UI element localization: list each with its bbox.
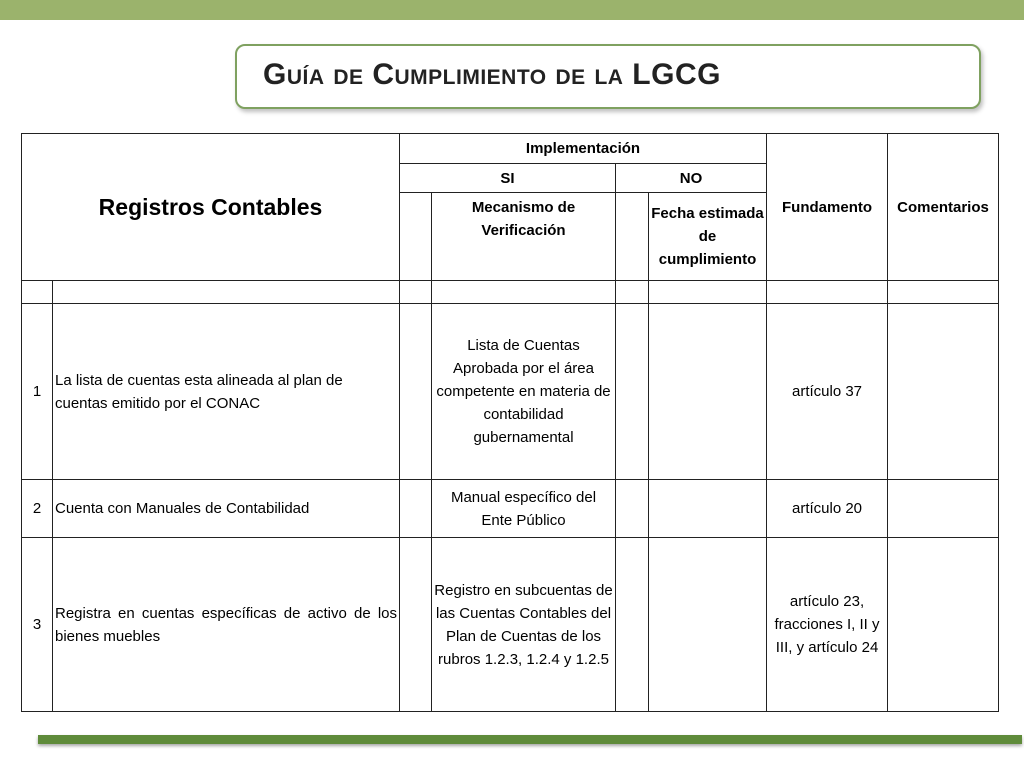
row-registro: Registra en cuentas específicas de activo de los bienes muebles bbox=[53, 538, 400, 712]
header-no-check bbox=[616, 193, 649, 281]
empty-cell bbox=[767, 281, 888, 304]
empty-row bbox=[22, 281, 999, 304]
row-comentarios bbox=[888, 480, 999, 538]
row-registro: La lista de cuentas esta alineada al plan de cuentas emitido por el CONAC bbox=[53, 304, 400, 480]
row-fundamento: artículo 20 bbox=[767, 480, 888, 538]
top-decorative-band bbox=[0, 0, 1024, 20]
row-mecanismo: Registro en subcuentas de las Cuentas Contables del Plan de Cuentas de los rubros 1.2.3, 1.2.4 y 1.2.5 bbox=[432, 538, 616, 712]
empty-cell bbox=[22, 281, 53, 304]
row-number: 3 bbox=[22, 538, 53, 712]
row-no-check bbox=[616, 480, 649, 538]
row-fecha bbox=[649, 480, 767, 538]
row-registro: Cuenta con Manuales de Contabilidad bbox=[53, 480, 400, 538]
empty-cell bbox=[616, 281, 649, 304]
bottom-decorative-bar bbox=[38, 735, 1022, 744]
header-fundamento: Fundamento bbox=[767, 134, 888, 281]
empty-cell bbox=[649, 281, 767, 304]
row-si-check bbox=[400, 538, 432, 712]
header-si: SI bbox=[400, 164, 616, 193]
row-fecha bbox=[649, 538, 767, 712]
row-no-check bbox=[616, 538, 649, 712]
row-comentarios bbox=[888, 304, 999, 480]
row-fundamento: artículo 37 bbox=[767, 304, 888, 480]
row-number: 2 bbox=[22, 480, 53, 538]
table-row bbox=[22, 538, 999, 712]
header-si-check bbox=[400, 193, 432, 281]
header-no: NO bbox=[616, 164, 767, 193]
empty-cell bbox=[432, 281, 616, 304]
compliance-table bbox=[21, 133, 999, 712]
header-row-1 bbox=[22, 134, 999, 164]
row-si-check bbox=[400, 304, 432, 480]
empty-cell bbox=[53, 281, 400, 304]
row-comentarios bbox=[888, 538, 999, 712]
header-registros-contables: Registros Contables bbox=[22, 134, 400, 281]
row-fundamento: artículo 23, fracciones I, II y III, y artículo 24 bbox=[767, 538, 888, 712]
row-fecha bbox=[649, 304, 767, 480]
row-mecanismo: Manual específico del Ente Público bbox=[432, 480, 616, 538]
table-row bbox=[22, 480, 999, 538]
empty-cell bbox=[888, 281, 999, 304]
header-fecha: Fecha estimada de cumplimiento bbox=[649, 193, 767, 281]
title-box bbox=[235, 44, 981, 109]
header-mecanismo: Mecanismo de Verificación bbox=[432, 193, 616, 281]
page-title: Guía de Cumplimiento de la LGCG bbox=[263, 58, 721, 91]
row-no-check bbox=[616, 304, 649, 480]
header-implementacion: Implementación bbox=[400, 134, 767, 164]
row-si-check bbox=[400, 480, 432, 538]
row-mecanismo: Lista de Cuentas Aprobada por el área competente en materia de contabilidad gubernamental bbox=[432, 304, 616, 480]
empty-cell bbox=[400, 281, 432, 304]
row-number: 1 bbox=[22, 304, 53, 480]
header-comentarios: Comentarios bbox=[888, 134, 999, 281]
table-row bbox=[22, 304, 999, 480]
